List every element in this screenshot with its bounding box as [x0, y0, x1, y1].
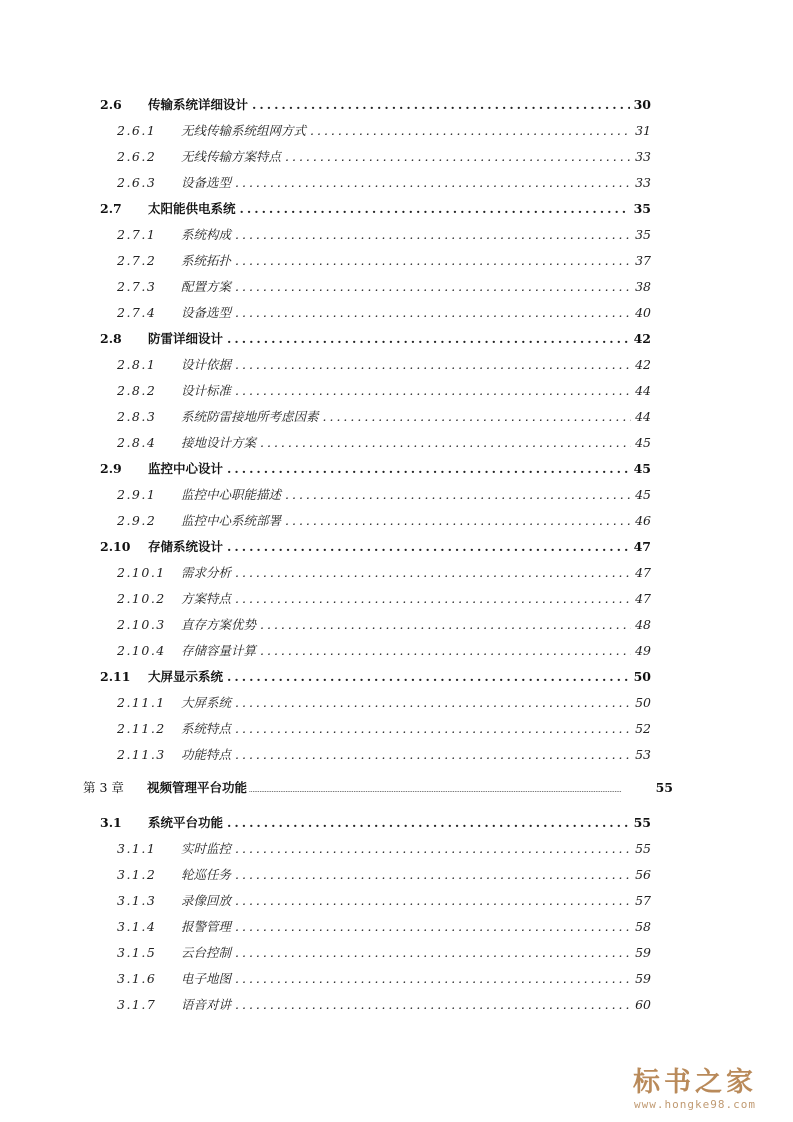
toc-entry-3-1-4[interactable] [117, 919, 651, 935]
toc-number: 2.8.3 [117, 409, 157, 424]
toc-entry-2-11-2[interactable] [117, 721, 651, 737]
toc-leader [235, 721, 631, 737]
toc-title: 系统构成 [181, 227, 232, 242]
toc-number: 3.1 [100, 815, 122, 830]
toc-leader [260, 617, 631, 633]
toc-entry-2-6-2[interactable] [117, 149, 651, 165]
toc-page-number: 59 [635, 945, 651, 960]
toc-section-3-1[interactable] [100, 815, 651, 831]
toc-title: 报警管理 [181, 919, 232, 934]
toc-section-2-11[interactable] [100, 669, 651, 685]
toc-page-number: 50 [635, 695, 651, 710]
toc-leader [285, 513, 631, 529]
toc-leader [323, 409, 632, 425]
toc-entry-2-10-3[interactable] [117, 617, 651, 633]
toc-number: 2.11 [100, 669, 131, 684]
toc-title: 太阳能供电系统 [148, 201, 236, 216]
toc-title: 设备选型 [181, 175, 232, 190]
toc-leader [310, 123, 631, 139]
toc-page-number: 42 [633, 331, 651, 346]
toc-leader [235, 919, 631, 935]
toc-title: 设计标准 [181, 383, 232, 398]
toc-number: 3.1.4 [117, 919, 157, 934]
toc-page-number: 33 [635, 175, 651, 190]
toc-number: 2.10.4 [117, 643, 166, 658]
toc-leader [285, 149, 631, 165]
toc-page-number: 47 [635, 591, 651, 606]
toc-title: 系统拓扑 [181, 253, 232, 268]
toc-chapter-title: 视频管理平台功能 [147, 780, 248, 795]
toc-page-number: 44 [635, 409, 651, 424]
toc-page-number: 37 [635, 253, 651, 268]
toc-entry-2-10-2[interactable] [117, 591, 651, 607]
toc-entry-2-8-1[interactable] [117, 357, 651, 373]
toc-page-number: 46 [635, 513, 651, 528]
toc-number: 2.7.1 [117, 227, 157, 242]
toc-entry-3-1-7[interactable] [117, 997, 651, 1013]
toc-number: 2.7.3 [117, 279, 157, 294]
toc-number: 2.7.2 [117, 253, 157, 268]
toc-entry-2-8-2[interactable] [117, 383, 651, 399]
toc-leader [249, 783, 654, 799]
toc-leader [235, 383, 631, 399]
toc-leader [227, 461, 630, 477]
toc-leader [260, 643, 631, 659]
toc-title: 直存方案优势 [181, 617, 257, 632]
toc-page-number: 35 [633, 201, 651, 216]
toc-entry-2-7-1[interactable] [117, 227, 651, 243]
toc-title: 传输系统详细设计 [148, 97, 249, 112]
toc-title: 设计依据 [181, 357, 232, 372]
toc-number: 2.10.2 [117, 591, 166, 606]
toc-title: 功能特点 [181, 747, 232, 762]
toc-title: 大屏系统 [181, 695, 232, 710]
toc-chapter-number: 第 3 章 [83, 780, 124, 795]
toc-page-number: 55 [635, 841, 651, 856]
toc-number: 2.8.1 [117, 357, 157, 372]
watermark [615, 1068, 775, 1112]
toc-title: 系统平台功能 [148, 815, 224, 830]
toc-page-number: 45 [635, 487, 651, 502]
toc-number: 2.9.2 [117, 513, 157, 528]
toc-title: 监控中心系统部署 [181, 513, 282, 528]
toc-number: 2.7.4 [117, 305, 157, 320]
toc-leader [235, 591, 631, 607]
toc-number: 2.10 [100, 539, 131, 554]
toc-number: 2.10.3 [117, 617, 166, 632]
toc-page-number: 56 [635, 867, 651, 882]
toc-title: 语音对讲 [181, 997, 232, 1012]
toc-number: 3.1.3 [117, 893, 157, 908]
toc-page-number: 57 [635, 893, 651, 908]
toc-title: 监控中心设计 [148, 461, 224, 476]
toc-entry-2-11-1[interactable] [117, 695, 651, 711]
toc-number: 2.9.1 [117, 487, 157, 502]
toc-page-number: 45 [633, 461, 651, 476]
toc-entry-2-6-3[interactable] [117, 175, 651, 191]
toc-number: 2.11.2 [117, 721, 166, 736]
toc-number: 2.8 [100, 331, 122, 346]
toc-leader [235, 695, 631, 711]
toc-title: 配置方案 [181, 279, 232, 294]
toc-entry-3-1-3[interactable] [117, 893, 651, 909]
toc-leader [235, 253, 631, 269]
toc-page-number: 40 [635, 305, 651, 320]
toc-entry-2-8-4[interactable] [117, 435, 651, 451]
toc-section-2-6[interactable] [100, 97, 651, 113]
toc-page-number: 42 [635, 357, 651, 372]
toc-number: 2.11.3 [117, 747, 166, 762]
toc-leader [235, 945, 631, 961]
toc-section-2-7[interactable] [100, 201, 651, 217]
toc-number: 2.6.1 [117, 123, 157, 138]
toc-page-number: 35 [635, 227, 651, 242]
toc-title: 系统特点 [181, 721, 232, 736]
toc-title: 需求分析 [181, 565, 232, 580]
toc-entry-2-9-1[interactable] [117, 487, 651, 503]
toc-entry-2-8-3[interactable] [117, 409, 651, 425]
toc-page-number: 49 [635, 643, 651, 658]
toc-section-2-8[interactable] [100, 331, 651, 347]
toc-number: 3.1.1 [117, 841, 157, 856]
toc-page-number: 55 [633, 815, 651, 830]
toc-entry-2-7-3[interactable] [117, 279, 651, 295]
toc-number: 3.1.7 [117, 997, 157, 1012]
toc-page-number: 52 [635, 721, 651, 736]
toc-title: 存储系统设计 [148, 539, 224, 554]
toc-section-2-9[interactable] [100, 461, 651, 477]
toc-leader [235, 893, 631, 909]
toc-leader [240, 201, 630, 217]
watermark-url: www.hongke98.com [634, 1098, 756, 1111]
toc-leader [235, 565, 631, 581]
toc-page-number: 50 [633, 669, 651, 684]
toc-chapter-3[interactable] [83, 780, 673, 796]
toc-entry-3-1-1[interactable] [117, 841, 651, 857]
toc-number: 2.8.2 [117, 383, 157, 398]
toc-page-number: 53 [635, 747, 651, 762]
toc-leader [235, 841, 631, 857]
toc-number: 2.6 [100, 97, 122, 112]
toc-number: 2.10.1 [117, 565, 166, 580]
toc-entry-2-9-2[interactable] [117, 513, 651, 529]
toc-title: 接地设计方案 [181, 435, 257, 450]
toc-section-2-10[interactable] [100, 539, 651, 555]
toc-leader [227, 539, 630, 555]
toc-page-number: 47 [635, 565, 651, 580]
toc-number: 2.7 [100, 201, 122, 216]
toc-entry-3-1-2[interactable] [117, 867, 651, 883]
toc-number: 2.6.2 [117, 149, 157, 164]
toc-number: 3.1.6 [117, 971, 157, 986]
toc-leader [285, 487, 631, 503]
toc-title: 云台控制 [181, 945, 232, 960]
toc-title: 监控中心职能描述 [181, 487, 282, 502]
toc-number: 2.8.4 [117, 435, 157, 450]
toc-leader [252, 97, 630, 113]
toc-title: 系统防雷接地所考虑因素 [181, 409, 319, 424]
toc-title: 存储容量计算 [181, 643, 257, 658]
toc-entry-3-1-6[interactable] [117, 971, 651, 987]
toc-number: 3.1.5 [117, 945, 157, 960]
toc-title: 无线传输方案特点 [181, 149, 282, 164]
toc-title: 实时监控 [181, 841, 232, 856]
watermark-logo: 标书之家 [633, 1067, 757, 1098]
toc-entry-2-10-1[interactable] [117, 565, 651, 581]
toc-leader [235, 305, 631, 321]
toc-leader [235, 971, 631, 987]
toc-page-number: 33 [635, 149, 651, 164]
toc-title: 轮巡任务 [181, 867, 232, 882]
toc-leader [235, 175, 631, 191]
toc-title: 录像回放 [181, 893, 232, 908]
toc-leader [235, 227, 631, 243]
toc-entry-2-7-4[interactable] [117, 305, 651, 321]
toc-leader [260, 435, 631, 451]
toc-page-number: 38 [635, 279, 651, 294]
toc-page-number: 31 [635, 123, 651, 138]
toc-leader [235, 357, 631, 373]
toc-entry-2-7-2[interactable] [117, 253, 651, 269]
toc-leader [235, 867, 631, 883]
toc-title: 电子地图 [181, 971, 232, 986]
toc-page-number: 45 [635, 435, 651, 450]
toc-title: 方案特点 [181, 591, 232, 606]
toc-leader [227, 331, 630, 347]
toc-page-number: 60 [635, 997, 651, 1012]
toc-number: 3.1.2 [117, 867, 157, 882]
toc-entry-3-1-5[interactable] [117, 945, 651, 961]
toc-entry-2-10-4[interactable] [117, 643, 651, 659]
toc-entry-2-6-1[interactable] [117, 123, 651, 139]
toc-page-number: 44 [635, 383, 651, 398]
toc-number: 2.6.3 [117, 175, 157, 190]
toc-page-number: 47 [633, 539, 651, 554]
toc-number: 2.11.1 [117, 695, 166, 710]
toc-page-number: 59 [635, 971, 651, 986]
toc-entry-2-11-3[interactable] [117, 747, 651, 763]
toc-title: 无线传输系统组网方式 [181, 123, 307, 138]
toc-page-number: 55 [655, 780, 673, 795]
toc-title: 设备选型 [181, 305, 232, 320]
toc-page-number: 48 [635, 617, 651, 632]
toc-leader [235, 279, 631, 295]
toc-leader [227, 669, 630, 685]
toc-title: 大屏显示系统 [148, 669, 224, 684]
toc-title: 防雷详细设计 [148, 331, 224, 346]
toc-leader [235, 997, 631, 1013]
toc-number: 2.9 [100, 461, 122, 476]
toc-leader [235, 747, 631, 763]
toc-leader [227, 815, 630, 831]
toc-page-number: 58 [635, 919, 651, 934]
toc-page-number: 30 [633, 97, 651, 112]
